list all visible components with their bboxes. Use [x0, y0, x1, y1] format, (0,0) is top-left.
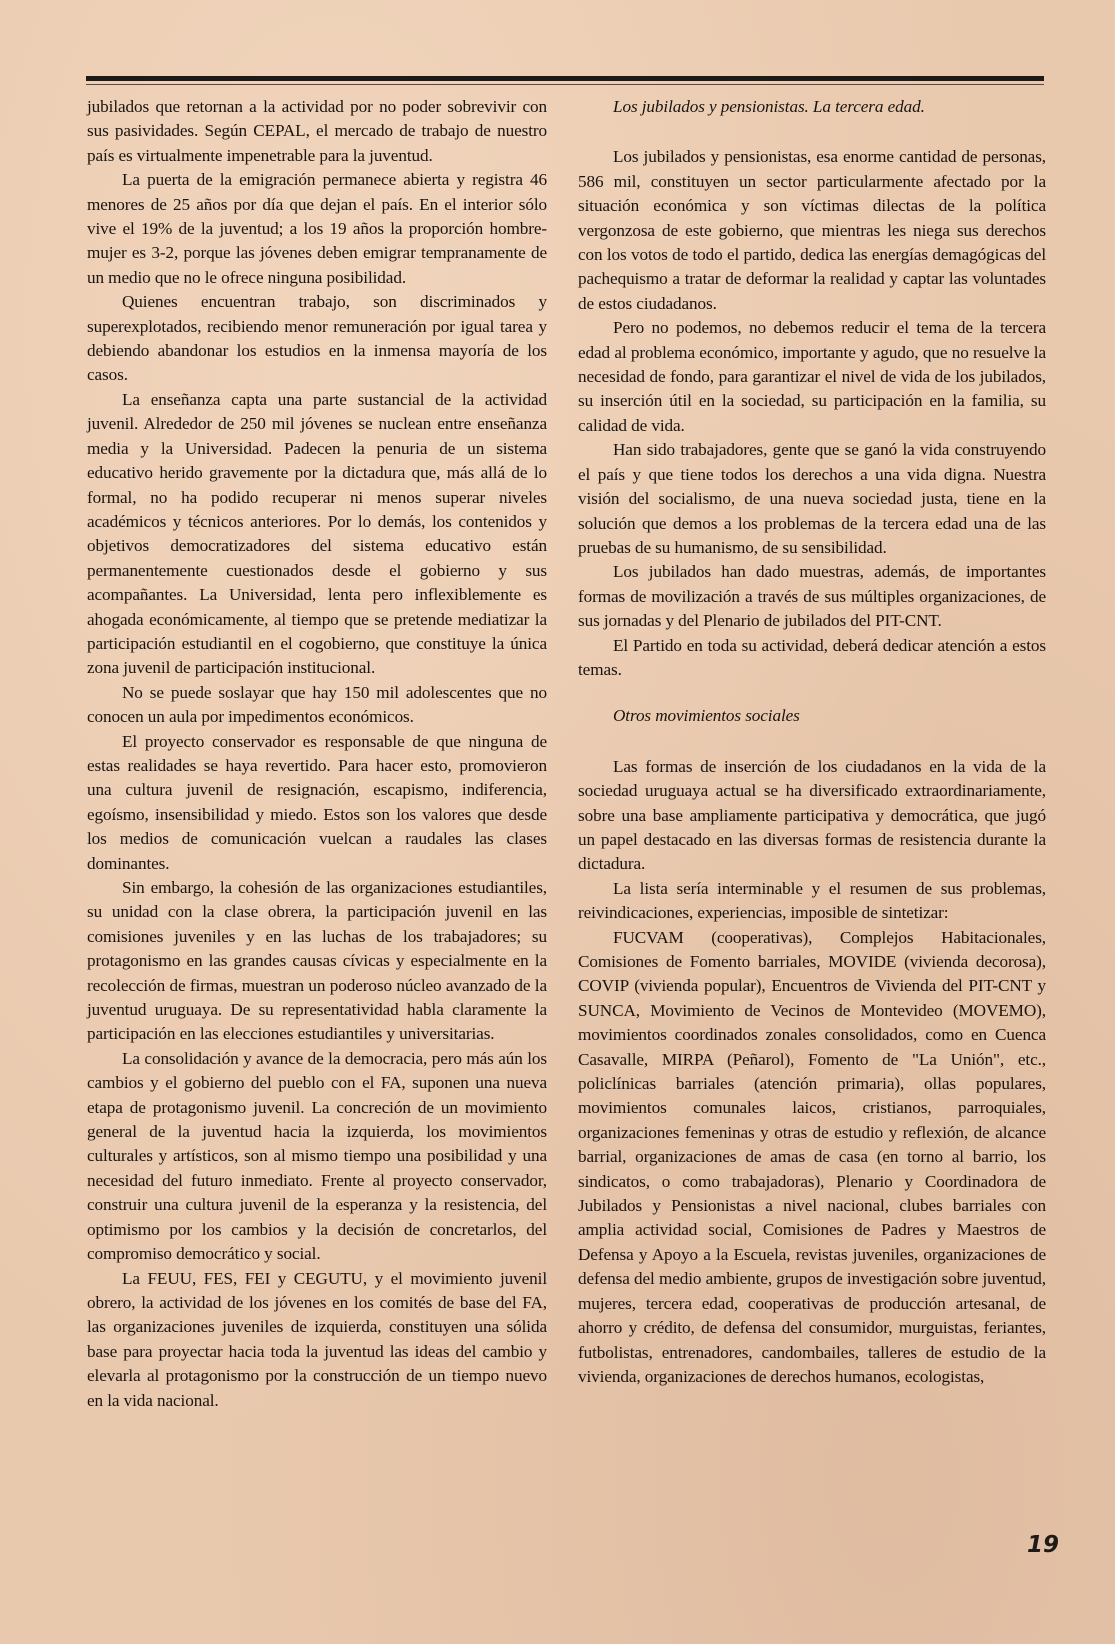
paragraph: No se puede soslayar que hay 150 mil adolescentes que no conocen un aula por impedimentos económicos. — [87, 682, 547, 727]
paragraph: La FEUU, FES, FEI y CEGUTU, y el movimiento juvenil obrero, la actividad de los jóvenes en los comités de base del FA, las organizaciones juveniles de izquierda, constituyen una sólida base para proyectar hacia toda la juventud las ideas del cambio y elevarla al protagonismo por la construcción de un tiempo nuevo en la vida nacional. — [87, 1268, 547, 1410]
page-number: 19 — [1027, 1532, 1060, 1558]
paragraph: La lista sería interminable y el resumen de sus problemas, reivindicaciones, experiencias, imposible de sintetizar: — [578, 878, 1046, 923]
paragraph: La puerta de la emigración permanece abierta y registra 46 menores de 25 años por día que dejan el país. En el interior sólo vive el 19% de la juventud; a los 19 años la proporción hombre-mujer es 3-2, porque las jóvenes deben emigrar tempranamente de un medio que no le ofrece ninguna posibilidad. — [87, 170, 547, 287]
paragraph: El Partido en toda su actividad, deberá dedicar atención a estos temas. — [578, 635, 1046, 679]
top-rule-thin — [86, 84, 1044, 85]
paragraph: Los jubilados han dado muestras, además, de importantes formas de movilización a través de sus múltiples organizaciones, de sus jornadas y del Plenario de jubilados del PIT-CNT. — [578, 562, 1046, 631]
paragraph: Han sido trabajadores, gente que se ganó la vida construyendo el país y que tiene todos los derechos a una vida digna. Nuestra visión del socialismo, de una nueva sociedad justa, tiene en la solución que demos a los problemas de la tercera edad una de las pruebas de su humanismo, de su sensibilidad. — [578, 440, 1046, 557]
section-heading: Otros movimientos sociales — [613, 706, 800, 726]
paragraph: FUCVAM (cooperativas), Complejos Habitacionales, Comisiones de Fomento barriales, MOVIDE (vivienda decorosa), COVIP (vivienda popular), Encuentros de Vivienda del PIT-CNT y SUNCA, Movimiento de Vecinos de Montevideo (MOVEMO), movimientos coordinados zonales consolidados, como en Cuenca Casavalle, MIRPA (Peñarol), Fomento de "La Unión", etc., policlínicas barriales (atención primaria), ollas populares, movimientos comunales laicos, cristianos, parroquiales, organizaciones femeninas y otras de estudio y reflexión, de alcance barrial, organizaciones de amas de casa (en torno al barrio, los sindicatos, o como trabajadoras), Plenario y Coordinadora de Jubilados y Pensionistas a nivel nacional, clubes barriales con amplia actividad social, Comisiones de Padres y Maestros de Defensa y Apoyo a la Escuela, revistas juveniles, organizaciones de defensa del medio ambiente, grupos de investigación sobre juventud, mujeres, tercera edad, cooperativas de producción artesanal, de ahorro y crédito, de defensa del consumidor, murguistas, feriantes, futbolistas, entrenadores, candombailes, talleres de estudio de la vivienda, organizaciones de derechos humanos, ecologistas, — [578, 927, 1046, 1386]
paragraph: Sin embargo, la cohesión de las organizaciones estudiantiles, su unidad con la clase obrera, la participación juvenil en las comisiones juveniles y en las luchas de los trabajadores; su protagonismo en las grandes causas cívicas y especialmente en la recolección de firmas, muestran un poderoso núcleo avanzado de la juventud uruguaya. De su representatividad habla claramente la participación en las elecciones estudiantiles y universitarias. — [87, 878, 547, 1044]
right-column — [578, 95, 1046, 1389]
top-rule — [86, 76, 1044, 81]
paragraph: Quienes encuentran trabajo, son discriminados y superexplotados, recibiendo menor remuneración por igual tarea y debiendo abandonar los estudios en la inmensa mayoría de los casos. — [87, 292, 547, 385]
paragraph: Los jubilados y pensionistas, esa enorme cantidad de personas, 586 mil, constituyen un sector particularmente afectado por la situación económica y son víctimas dilectas de la política vergonzosa de este gobierno, que mientras les niega sus derechos con los votos de todo el partido, dedica las energías demagógicas del pachequismo a tratar de deformar la realidad y captar las voluntades de estos ciudadanos. — [578, 147, 1046, 313]
paragraph: jubilados que retornan a la actividad por no poder sobrevivir con sus pasividades. Según CEPAL, el mercado de trabajo de nuestro país es virtualmente impenetrable para la juventud. — [87, 97, 547, 165]
section-heading: Los jubilados y pensionistas. La tercera edad. — [613, 97, 925, 116]
paragraph: El proyecto conservador es responsable de que ninguna de estas realidades se haya revertido. Para hacer esto, promovieron una cultura juvenil de resignación, escapismo, indiferencia, egoísmo, insensibilidad y miedo. Estos son los valores que desde los medios de comunicación vuelcan a raudales las clases dominantes. — [87, 731, 547, 873]
left-column — [87, 95, 547, 1413]
paragraph: La enseñanza capta una parte sustancial de la actividad juvenil. Alrededor de 250 mil jóvenes se nuclean entre enseñanza media y la Universidad. Padecen la penuria de un sistema educativo herido gravemente por la dictadura que, más allá de lo formal, no ha podido recuperar ni menos superar niveles académicos y técnicos anteriores. Por lo demás, los contenidos y objetivos democratizadores del sistema educativo están permanentemente cuestionados desde el gobierno y sus acompañantes. La Universidad, lenta pero inflexiblemente es ahogada económicamente, al tiempo que se pretende mediatizar la participación estudiantil en el cogobierno, que constituye la única zona juvenil de participación institucional. — [87, 389, 547, 678]
paragraph: Pero no podemos, no debemos reducir el tema de la tercera edad al problema económico, importante y agudo, que no resuelve la necesidad de fondo, para garantizar el nivel de vida de los jubilados, su inserción útil en la sociedad, su participación en la familia, su calidad de vida. — [578, 318, 1046, 435]
paragraph: La consolidación y avance de la democracia, pero más aún los cambios y el gobierno del pueblo con el FA, suponen una nueva etapa de protagonismo juvenil. La concreción de un movimiento general de la juventud hacia la izquierda, los movimientos culturales y artísticos, son al mismo tiempo una posibilidad y una necesidad del futuro inmediato. Frente al proyecto conservador, construir una cultura juvenil de la esperanza y la resistencia, del optimismo por los cambios y la decisión de concretarlos, del compromiso democrático y social. — [87, 1048, 547, 1264]
paragraph: Las formas de inserción de los ciudadanos en la vida de la sociedad uruguaya actual se ha diversificado extraordinariamente, sobre una base ampliamente participativa y democrática, que jugó un papel destacado en las diversas formas de resistencia durante la dictadura. — [578, 756, 1046, 874]
